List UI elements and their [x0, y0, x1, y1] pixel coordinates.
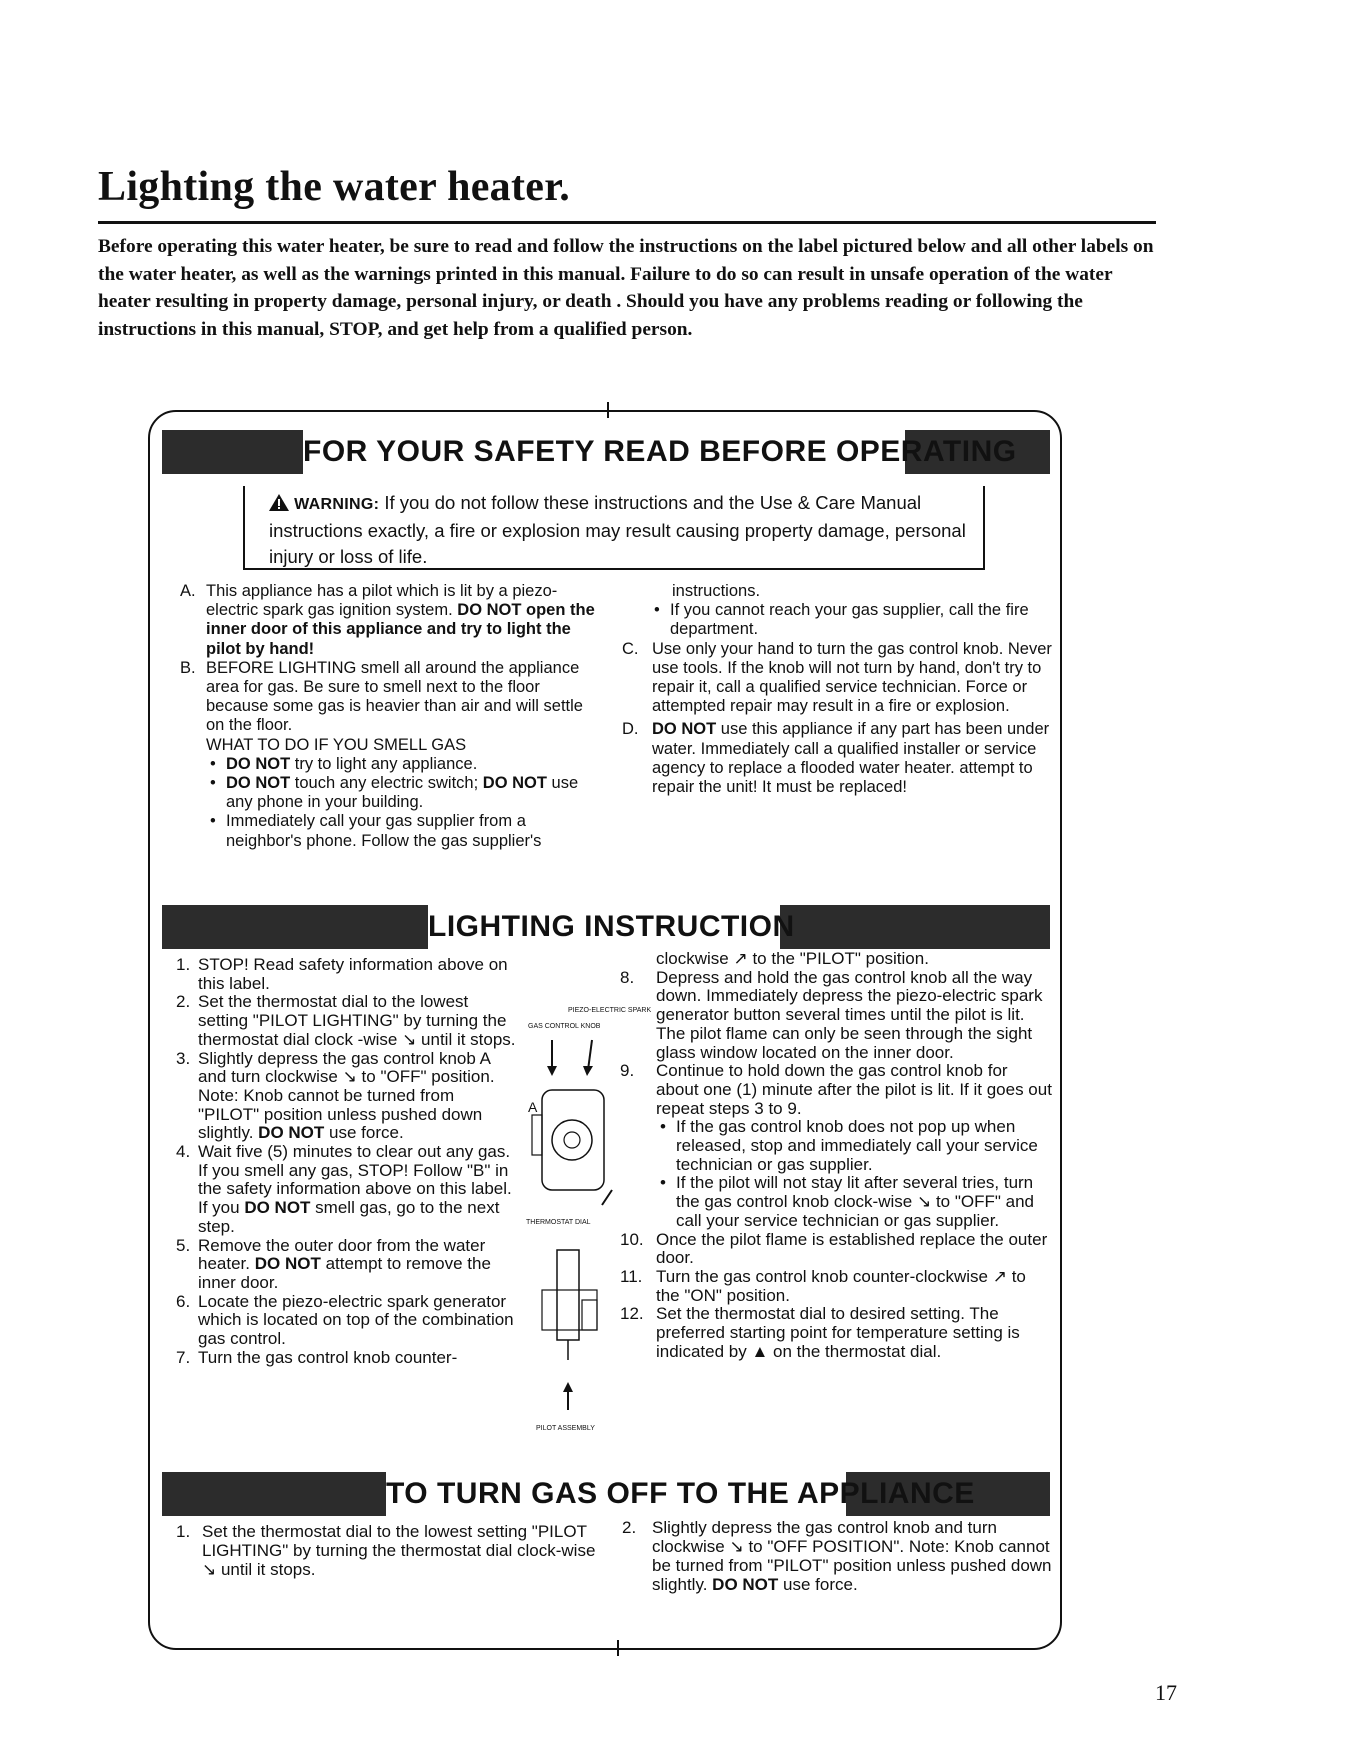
item-text: This appliance has a pilot which is lit by a piezo-electric spark gas ignition system.: [206, 582, 558, 620]
diagram-label-piezo: PIEZO-ELECTRIC SPARK: [568, 1007, 652, 1014]
item-bold-text: DO NOT: [652, 720, 717, 739]
item-key: A.: [180, 582, 196, 600]
step-7-continued: clockwise ↗ to the "PILOT" position.: [656, 949, 929, 968]
label-bottom-tick: [617, 1640, 619, 1656]
safety-item-b: [180, 659, 605, 851]
safety-item-a: [180, 582, 605, 659]
diagram-label-gas-control: GAS CONTROL KNOB: [528, 1023, 601, 1030]
item-text: Use only your hand to turn the gas control knob. Never use tools. If the knob will not turn by hand, don't try to repair it, call a qualified service technician. Force or attempted repair may result in a fire or explosion.: [652, 639, 1052, 716]
step-8: 8. Depress and hold the gas control knob all the way down. Immediately depress the piezo-electric spark generator button several times until the pilot is lit. The pilot flame can only be seen through the sight glass window located on the inner door.: [620, 967, 1043, 1062]
turnoff-left-column: [176, 1522, 596, 1579]
safety-banner-text: FOR YOUR SAFETY READ BEFORE OPERATING: [303, 430, 905, 474]
step-9-bullet: • If the pilot will not stay lit after several tries, turn the gas control knob clock-wise ↘ to "OFF" and call your service technician or gas supplier.: [656, 1174, 1052, 1230]
intro-paragraph: Before operating this water heater, be sure to read and follow the instructions on the label pictured below and all other labels on the water heater, as well as the warnings printed in this manual. Failure to do so can result in unsafe operation of the water heater resulting in property damage, personal injury, or death . Should you have any problems reading or following the instructions in this manual, STOP, and get help from a qualified person.: [98, 236, 1154, 340]
turnoff-step-1: 1. Set the thermostat dial to the lowest setting "PILOT LIGHTING" by turning the thermostat dial clock-wise ↘ until it stops.: [176, 1522, 596, 1579]
step-9-bullet: • If the gas control knob does not pop up when released, stop and immediately call your service technician or gas supplier.: [656, 1118, 1052, 1174]
safety-right-column: [622, 582, 1052, 797]
label-top-tick: [607, 402, 609, 418]
item-key: B.: [180, 658, 196, 677]
smell-continuation: instructions.: [672, 582, 761, 600]
step-2: 2. Set the thermostat dial to the lowest setting "PILOT LIGHTING" by turning the thermostat dial clock -wise ↘ until it stops.: [176, 992, 516, 1049]
warning-label: WARNING:: [294, 496, 380, 513]
step-4: 4. Wait five (5) minutes to clear out any gas. If you smell any gas, STOP! Follow "B" in the safety information above on this label. If you DO NOT smell gas, go to the next step.: [176, 1142, 512, 1236]
turnoff-step-2: 2. Slightly depress the gas control knob and turn clockwise ↘ to "OFF POSITION". Note: Knob cannot be turned from "PILOT" position unless pushed down slightly. DO NOT use force.: [622, 1518, 1052, 1594]
smell-bullet: • Immediately call your gas supplier from a neighbor's phone. Follow the gas supplier's: [206, 812, 605, 850]
step-11: 11. Turn the gas control knob counter-clockwise ↗ to the "ON" position.: [620, 1266, 1026, 1305]
lighting-banner-text: LIGHTING INSTRUCTION: [428, 905, 780, 949]
diagram-label-a: A: [528, 1099, 538, 1115]
item-text: BEFORE LIGHTING smell all around the appliance area for gas. Be sure to smell next to the floor because some gas is heavier than air and will settle on the floor.: [206, 658, 583, 735]
item-text: attempt to repair the unit! It must be replaced!: [652, 758, 1033, 797]
safety-item-d: [622, 720, 1052, 797]
smell-bullet: • If you cannot reach your gas supplier, call the fire department.: [650, 601, 1052, 639]
item-bold-text: DO NOT open the inner door of this appliance and try to light the pilot by hand!: [206, 601, 595, 658]
turnoff-banner: [160, 1472, 1070, 1516]
lighting-left-column: [176, 956, 516, 1367]
title-rule: [98, 221, 1156, 224]
smell-bullet: • DO NOT touch any electric switch; DO NOT use any phone in your building.: [206, 774, 605, 812]
step-7: 7. Turn the gas control knob counter-: [176, 1347, 458, 1367]
turnoff-banner-text: TO TURN GAS OFF TO THE APPLIANCE: [386, 1472, 846, 1516]
turnoff-right-column: [622, 1518, 1054, 1594]
step-12: 12. Set the thermostat dial to desired setting. The preferred starting point for temperature setting is indicated by ▲ on the thermostat dial.: [620, 1304, 1020, 1361]
safety-item-c: [622, 640, 1052, 717]
step-5: 5. Remove the outer door from the water heater. DO NOT attempt to remove the inner door.: [176, 1235, 491, 1292]
safety-left-column: [180, 582, 605, 851]
triangle-marker-icon: ▲: [751, 1341, 769, 1361]
step-1: 1. STOP! Read safety information above on this label.: [176, 955, 508, 993]
lighting-right-column: [620, 950, 1052, 1361]
safety-banner: [160, 430, 1070, 474]
step-6: 6. Locate the piezo-electric spark generator which is located on top of the combination gas control.: [176, 1291, 514, 1349]
warning-text: If you do not follow these instructions and the Use & Care Manual instructions exactly, a fire or explosion may result causing property damage, personal injury or loss of life.: [269, 492, 966, 567]
step-9: 9. Continue to hold down the gas control knob for about one (1) minute after the pilot is lit. If it goes out repeat steps 3 to 9. • If the gas control knob does not pop up when released, stop and immediately call your service technician or gas supplier. • If the pilot will not stay lit after several tries, turn the gas control knob clock-wise ↘ to "OFF" and call your service technician or gas supplier.: [620, 1062, 1052, 1230]
warning-box: [243, 486, 985, 570]
diagram-label-thermostat: THERMOSTAT DIAL: [526, 1219, 591, 1226]
page-title: Lighting the water heater.: [98, 164, 571, 210]
step-3: 3. Slightly depress the gas control knob A and turn clockwise ↘ to "OFF" position. Note: Knob cannot be turned from "PILOT" position unless pushed down slightly. DO NOT use force.: [176, 1048, 495, 1143]
page-number: 17: [1155, 1680, 1177, 1705]
smell-bullet: • DO NOT try to light any appliance.: [206, 755, 605, 774]
item-key: D.: [622, 720, 639, 739]
smell-heading: WHAT TO DO IF YOU SMELL GAS: [206, 735, 467, 754]
warning-triangle-icon: [269, 492, 294, 513]
lighting-banner: [160, 905, 1070, 949]
step-10: 10. Once the pilot flame is established replace the outer door.: [620, 1229, 1048, 1268]
item-text: use this appliance if any part has been under water. Immediately call a qualified installer or service agency to replace a flooded water heater.: [652, 720, 1050, 777]
item-key: C.: [622, 639, 639, 658]
diagram-label-pilot: PILOT ASSEMBLY: [536, 1425, 595, 1432]
